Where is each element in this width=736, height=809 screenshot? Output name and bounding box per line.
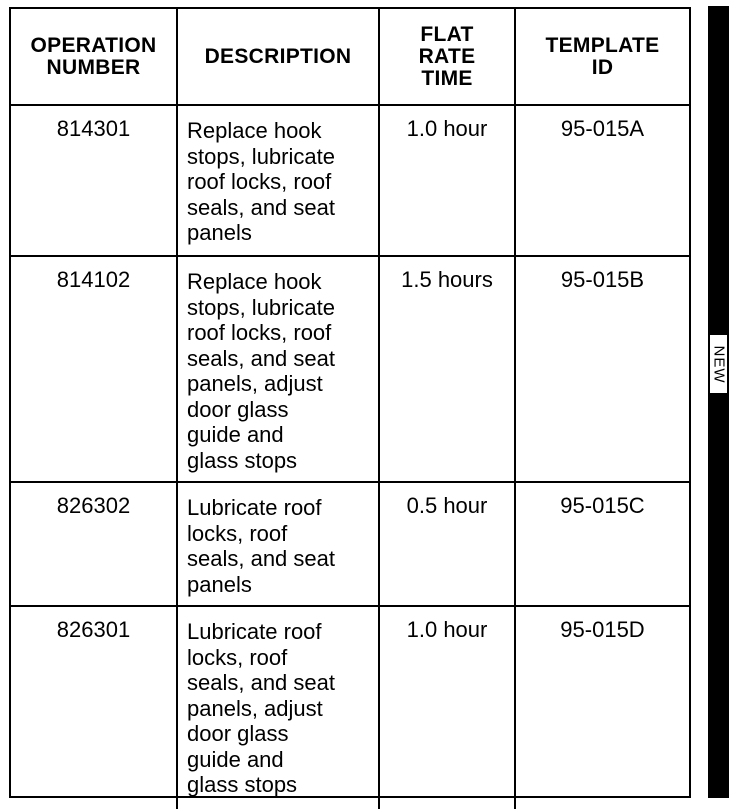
operation-number-cell: 814102 [11,256,177,482]
template-id-cell: 95-015A [515,105,689,256]
header-template-id-line: ID [591,55,614,79]
table-row [11,105,689,256]
description-line: seals, and seat [187,345,335,371]
table-row [11,256,689,482]
header-flat-rate-time-line: TIME [421,66,473,90]
description-line: panels [187,220,252,245]
description-cell [177,606,379,809]
operation-number-cell: 814301 [11,105,177,256]
header-operation-number-line: OPERATION [30,33,157,57]
flat-rate-time-cell: 1.0 hour [379,606,515,809]
description-line: door glass [187,396,289,422]
flat-rate-time-cell: 1.5 hours [379,256,515,482]
header-flat-rate-time-line: RATE [418,44,476,68]
description-line: stops, lubricate [187,143,335,169]
description-line: Replace hook [187,269,322,294]
description-line: seals, and seat [187,670,335,695]
side-edge-bar [708,6,729,798]
labor-operations-table [11,9,689,809]
description-line: locks, roof [187,520,288,546]
table-row [11,606,689,809]
new-side-tab-label: NEW [710,345,727,383]
flat-rate-time-cell: 0.5 hour [379,482,515,606]
description-line: panels, adjust [187,371,323,396]
header-operation-number-line: NUMBER [46,55,141,79]
description-line: Lubricate roof [187,495,322,520]
description-line: stops, lubricate [187,294,335,320]
template-id-cell: 95-015B [515,256,689,482]
description-line: roof locks, roof [187,320,332,345]
template-id-cell: 95-015C [515,482,689,606]
description-line: panels, adjust [187,695,323,721]
description-line: guide and [187,422,284,447]
table-header-row [11,9,689,105]
operation-number-cell: 826302 [11,482,177,606]
header-flat-rate-time-line: FLAT [420,22,474,46]
operation-number-cell: 826301 [11,606,177,809]
description-line: guide and [187,746,284,772]
header-operation-number [11,9,177,105]
description-line: roof locks, roof [187,169,332,194]
description-line: Replace hook [187,118,322,143]
description-cell [177,256,379,482]
header-description-line: DESCRIPTION [204,44,352,68]
description-line: panels [187,571,252,597]
header-template-id [515,9,689,105]
flat-rate-time-cell: 1.0 hour [379,105,515,256]
description-cell [177,482,379,606]
table-row [11,482,689,606]
description-line: seals, and seat [187,546,335,571]
template-id-cell: 95-015D [515,606,689,809]
description-cell [177,105,379,256]
description-line: Lubricate roof [187,619,322,644]
new-side-tab [708,335,729,393]
description-line: glass stops [187,447,298,473]
labor-operations-table-frame [9,7,691,798]
description-line: glass stops [187,772,298,797]
description-line: door glass [187,721,289,746]
description-line: locks, roof [187,644,288,670]
header-flat-rate-time [379,9,515,105]
header-template-id-line: TEMPLATE [545,33,660,57]
description-line: seals, and seat [187,194,335,220]
header-description [177,9,379,105]
